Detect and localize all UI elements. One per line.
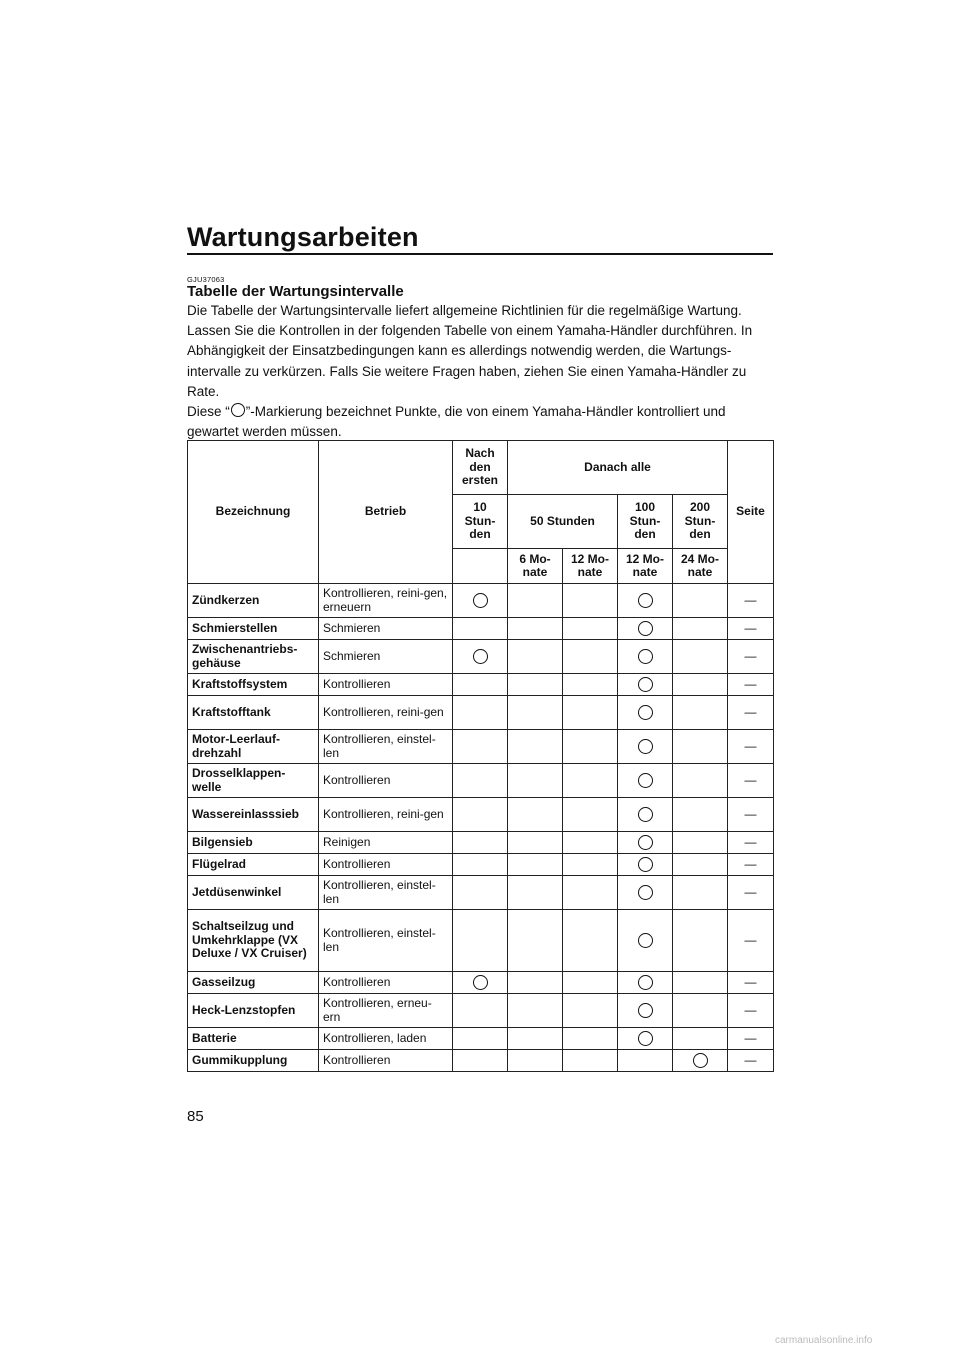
interval-cell <box>673 972 728 994</box>
interval-cell <box>673 910 728 972</box>
row-operation: Kontrollieren, einstel-len <box>319 876 453 910</box>
section-title: Tabelle der Wartungsintervalle <box>187 283 404 300</box>
header-first: Nach den ersten <box>453 441 508 495</box>
header-after: Danach alle <box>508 441 728 495</box>
row-operation: Schmieren <box>319 618 453 640</box>
circle-mark-icon <box>638 773 653 788</box>
interval-cell <box>508 640 563 674</box>
interval-cell <box>508 832 563 854</box>
interval-cell <box>563 764 618 798</box>
row-item-name: Kraftstofftank <box>188 696 319 730</box>
row-item-name: Heck-Lenzstopfen <box>188 994 319 1028</box>
table-row <box>188 764 774 798</box>
row-page-ref: — <box>728 584 774 618</box>
row-operation: Kontrollieren <box>319 854 453 876</box>
row-operation: Kontrollieren <box>319 764 453 798</box>
interval-cell <box>508 994 563 1028</box>
circle-mark-icon <box>638 621 653 636</box>
interval-cell <box>618 696 673 730</box>
interval-cell <box>563 994 618 1028</box>
row-operation: Kontrollieren, reini-gen <box>319 798 453 832</box>
table-row <box>188 994 774 1028</box>
interval-cell <box>453 618 508 640</box>
circle-mark-icon <box>638 593 653 608</box>
interval-cell <box>453 730 508 764</box>
row-item-name: Schaltseilzug und Umkehrklappe (VX Deluxe / VX Cruiser) <box>188 910 319 972</box>
page-header-title: Wartungsarbeiten <box>187 222 419 252</box>
interval-cell <box>618 674 673 696</box>
interval-cell <box>453 876 508 910</box>
circle-mark-icon <box>638 857 653 872</box>
circle-mark-icon <box>638 1003 653 1018</box>
row-item-name: Drosselklappen-welle <box>188 764 319 798</box>
circle-mark-icon <box>638 975 653 990</box>
table-row <box>188 854 774 876</box>
interval-cell <box>618 910 673 972</box>
interval-cell <box>453 764 508 798</box>
row-item-name: Gasseilzug <box>188 972 319 994</box>
row-operation: Reinigen <box>319 832 453 854</box>
row-operation: Kontrollieren, einstel-len <box>319 730 453 764</box>
row-operation: Kontrollieren <box>319 1050 453 1072</box>
interval-cell <box>508 798 563 832</box>
interval-cell <box>563 832 618 854</box>
circle-mark-icon <box>473 975 488 990</box>
row-operation: Kontrollieren, reini-gen <box>319 696 453 730</box>
interval-cell <box>618 1028 673 1050</box>
row-operation: Kontrollieren, erneu-ern <box>319 994 453 1028</box>
interval-cell <box>563 1050 618 1072</box>
circle-mark-icon <box>473 649 488 664</box>
table-row <box>188 584 774 618</box>
interval-cell <box>673 876 728 910</box>
interval-cell <box>453 832 508 854</box>
header-page: Seite <box>728 441 774 584</box>
row-page-ref: — <box>728 730 774 764</box>
row-item-name: Kraftstoffsystem <box>188 674 319 696</box>
header-24-months: 24 Mo-nate <box>673 549 728 584</box>
interval-cell <box>618 972 673 994</box>
interval-cell <box>618 764 673 798</box>
interval-cell <box>563 854 618 876</box>
interval-cell <box>508 1050 563 1072</box>
interval-cell <box>508 910 563 972</box>
interval-cell <box>453 910 508 972</box>
interval-cell <box>618 876 673 910</box>
circle-mark-icon <box>638 649 653 664</box>
table-row <box>188 832 774 854</box>
interval-cell <box>508 696 563 730</box>
table-row <box>188 1050 774 1072</box>
interval-cell <box>508 730 563 764</box>
interval-cell <box>508 674 563 696</box>
interval-cell <box>563 696 618 730</box>
interval-cell <box>618 618 673 640</box>
interval-cell <box>453 696 508 730</box>
interval-cell <box>563 618 618 640</box>
interval-cell <box>673 764 728 798</box>
interval-cell <box>508 764 563 798</box>
row-page-ref: — <box>728 910 774 972</box>
row-item-name: Zündkerzen <box>188 584 319 618</box>
interval-cell <box>673 696 728 730</box>
row-page-ref: — <box>728 798 774 832</box>
circle-mark-icon <box>638 885 653 900</box>
circle-mark-icon <box>638 705 653 720</box>
interval-cell <box>453 994 508 1028</box>
interval-cell <box>508 1028 563 1050</box>
interval-cell <box>673 994 728 1028</box>
circle-mark-icon <box>693 1053 708 1068</box>
interval-cell <box>618 994 673 1028</box>
interval-cell <box>563 1028 618 1050</box>
watermark: carmanualsonline.info <box>775 1335 873 1346</box>
row-item-name: Gummikupplung <box>188 1050 319 1072</box>
intro-text <box>187 301 777 442</box>
table-row <box>188 798 774 832</box>
circle-mark-icon <box>638 835 653 850</box>
interval-cell <box>618 832 673 854</box>
interval-cell <box>618 584 673 618</box>
table-row <box>188 730 774 764</box>
row-page-ref: — <box>728 876 774 910</box>
interval-cell <box>563 876 618 910</box>
interval-cell <box>618 640 673 674</box>
row-item-name: Wassereinlasssieb <box>188 798 319 832</box>
header-name: Bezeichnung <box>188 441 319 584</box>
table-row <box>188 1028 774 1050</box>
table-row <box>188 674 774 696</box>
header-12-months-a: 12 Mo-nate <box>563 549 618 584</box>
header-6-months: 6 Mo-nate <box>508 549 563 584</box>
row-page-ref: — <box>728 1050 774 1072</box>
circle-mark-icon <box>638 739 653 754</box>
row-page-ref: — <box>728 832 774 854</box>
interval-cell <box>673 1028 728 1050</box>
table-row <box>188 618 774 640</box>
interval-cell <box>453 1028 508 1050</box>
interval-cell <box>563 730 618 764</box>
row-item-name: Zwischenantriebs-gehäuse <box>188 640 319 674</box>
row-operation: Kontrollieren, einstel-len <box>319 910 453 972</box>
interval-cell <box>618 1050 673 1072</box>
intro-paragraph: Die Tabelle der Wartungsintervalle liefert allgemeine Richtlinien für die regelmäßige Wartung. Lassen Sie die Kontrollen in der folgenden Tabelle von einem Yamaha-Händler durchführen. In Abhängigkeit der Einsatzbedingungen kann es allerdings notwendig werden, die Wartungs-intervalle zu verkürzen. Falls Sie weitere Fragen haben, ziehen Sie einen Yamaha-Händler zu Rate. <box>187 303 753 399</box>
header-10-hours: 10 Stun-den <box>453 495 508 549</box>
circle-mark-icon <box>473 593 488 608</box>
interval-cell <box>453 854 508 876</box>
interval-cell <box>563 972 618 994</box>
row-item-name: Schmierstellen <box>188 618 319 640</box>
row-item-name: Bilgensieb <box>188 832 319 854</box>
mark-explanation-start: Diese “ <box>187 404 230 420</box>
interval-cell <box>618 798 673 832</box>
table-row <box>188 696 774 730</box>
interval-cell <box>618 854 673 876</box>
row-page-ref: — <box>728 854 774 876</box>
interval-cell <box>508 618 563 640</box>
table-body <box>188 584 774 1072</box>
row-operation: Kontrollieren <box>319 674 453 696</box>
page-number: 85 <box>187 1108 204 1125</box>
row-operation: Kontrollieren <box>319 972 453 994</box>
interval-cell <box>673 832 728 854</box>
row-item-name: Batterie <box>188 1028 319 1050</box>
row-operation: Schmieren <box>319 640 453 674</box>
header-rule <box>187 253 773 255</box>
row-item-name: Flügelrad <box>188 854 319 876</box>
table-row <box>188 640 774 674</box>
interval-cell <box>563 910 618 972</box>
interval-cell <box>673 674 728 696</box>
interval-cell <box>673 854 728 876</box>
row-page-ref: — <box>728 1028 774 1050</box>
section-reference-code: GJU37063 <box>187 275 225 284</box>
interval-cell <box>673 730 728 764</box>
circle-mark-icon <box>231 403 245 417</box>
circle-mark-icon <box>638 933 653 948</box>
header-100-hours: 100 Stun-den <box>618 495 673 549</box>
interval-cell <box>563 640 618 674</box>
circle-mark-icon <box>638 807 653 822</box>
row-item-name: Motor-Leerlauf-drehzahl <box>188 730 319 764</box>
row-item-name: Jetdüsenwinkel <box>188 876 319 910</box>
row-page-ref: — <box>728 618 774 640</box>
interval-cell <box>563 674 618 696</box>
interval-cell <box>563 584 618 618</box>
row-page-ref: — <box>728 972 774 994</box>
circle-mark-icon <box>638 1031 653 1046</box>
interval-cell <box>453 640 508 674</box>
table-row <box>188 876 774 910</box>
mark-explanation <box>187 402 777 442</box>
table-row <box>188 910 774 972</box>
interval-cell <box>508 584 563 618</box>
interval-cell <box>453 798 508 832</box>
interval-cell <box>563 798 618 832</box>
interval-cell <box>673 640 728 674</box>
header-200-hours: 200 Stun-den <box>673 495 728 549</box>
row-page-ref: — <box>728 994 774 1028</box>
row-page-ref: — <box>728 764 774 798</box>
row-page-ref: — <box>728 674 774 696</box>
row-page-ref: — <box>728 696 774 730</box>
table-row <box>188 972 774 994</box>
interval-cell <box>508 876 563 910</box>
interval-cell <box>673 584 728 618</box>
interval-cell <box>673 798 728 832</box>
maintenance-table <box>187 440 774 1072</box>
interval-cell <box>508 854 563 876</box>
interval-cell <box>673 618 728 640</box>
header-operation: Betrieb <box>319 441 453 584</box>
mark-explanation-end: ”-Markierung bezeichnet Punkte, die von einem Yamaha-Händler kontrolliert und gewartet werden müssen. <box>187 404 726 440</box>
circle-mark-icon <box>638 677 653 692</box>
interval-cell <box>453 1050 508 1072</box>
interval-cell <box>453 584 508 618</box>
header-empty <box>453 549 508 584</box>
row-operation: Kontrollieren, laden <box>319 1028 453 1050</box>
interval-cell <box>673 1050 728 1072</box>
row-operation: Kontrollieren, reini-gen, erneuern <box>319 584 453 618</box>
header-12-months-b: 12 Mo-nate <box>618 549 673 584</box>
row-page-ref: — <box>728 640 774 674</box>
interval-cell <box>618 730 673 764</box>
interval-cell <box>508 972 563 994</box>
header-50-hours: 50 Stunden <box>508 495 618 549</box>
interval-cell <box>453 972 508 994</box>
interval-cell <box>453 674 508 696</box>
